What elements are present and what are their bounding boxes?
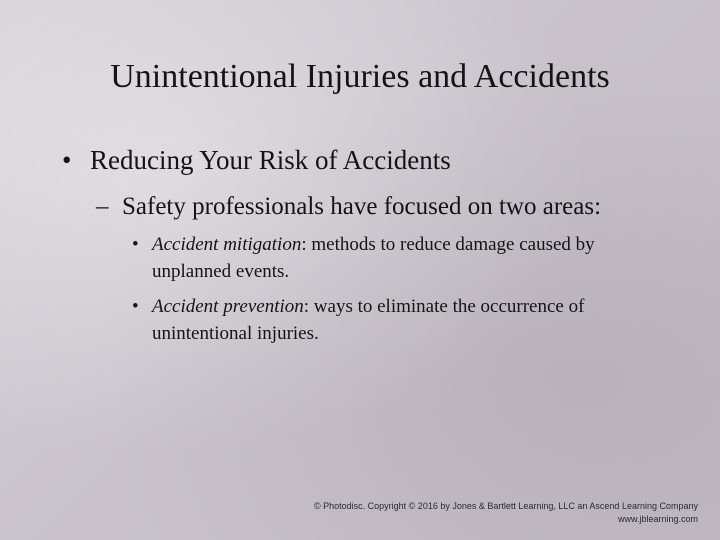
slide-title: Unintentional Injuries and Accidents	[110, 58, 610, 95]
bullet-icon: •	[62, 145, 72, 175]
term-accident-mitigation: Accident mitigation	[152, 234, 302, 255]
copyright-text: © Photodisc. Copyright © 2016 by Jones & Bartlett Learning, LLC an Ascend Learning Company	[314, 501, 698, 511]
bullet-icon: •	[132, 296, 139, 317]
bullet-level-2	[96, 190, 601, 224]
bullet-level-3-mitigation	[132, 231, 652, 285]
definition-text: : methods to reduce damage caused by unplanned events.	[152, 234, 595, 282]
dash-icon: –	[96, 193, 109, 220]
definition-text: : ways to eliminate the occurrence of unintentional injuries.	[152, 296, 585, 344]
bullet-level-1	[62, 142, 451, 178]
bullet-level-2-text: Safety professionals have focused on two areas:	[122, 193, 602, 220]
term-accident-prevention: Accident prevention	[152, 296, 304, 317]
bullet-level-3-prevention	[132, 293, 652, 347]
publisher-url: www.jblearning.com	[617, 514, 698, 524]
copyright-footer	[314, 500, 698, 526]
bullet-level-1-text: Reducing Your Risk of Accidents	[90, 145, 451, 175]
bullet-icon: •	[132, 234, 139, 255]
